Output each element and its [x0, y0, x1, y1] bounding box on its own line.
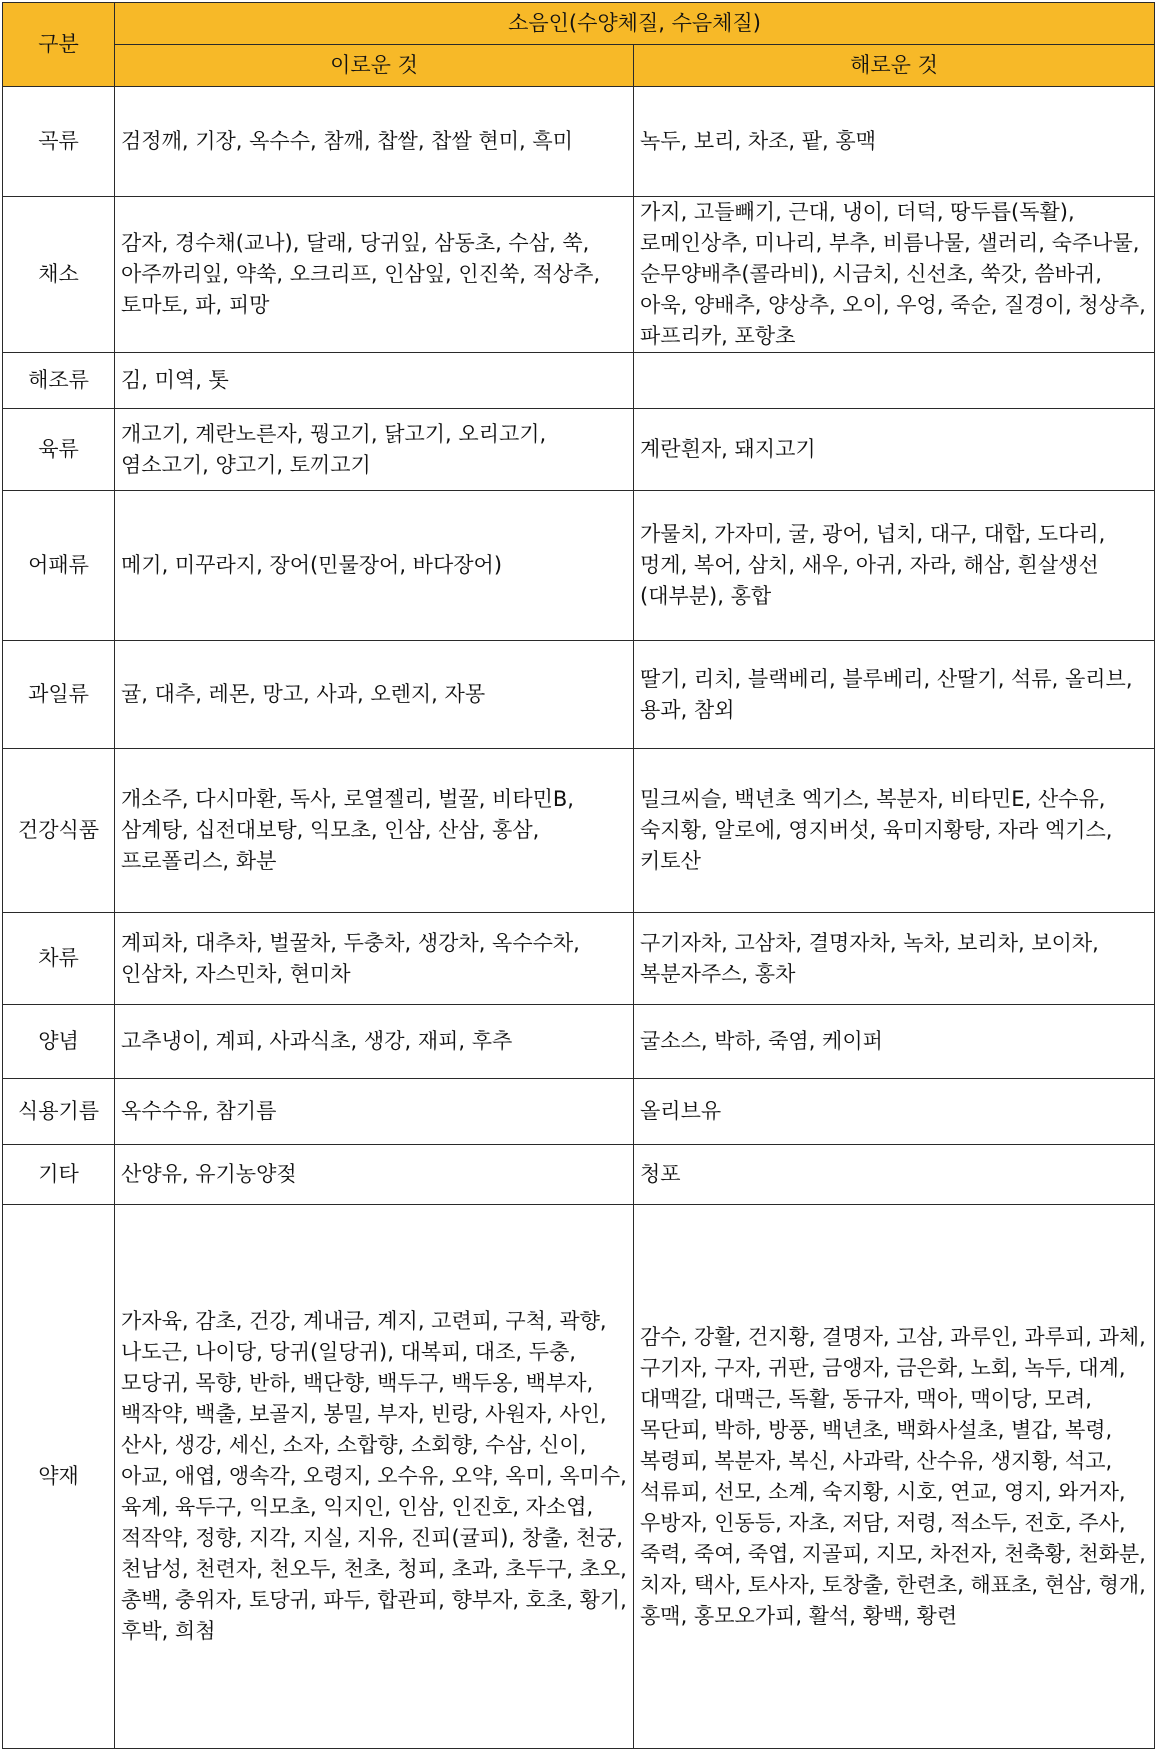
table-row-seasonings [3, 1005, 1155, 1079]
good-foods-cell: 검정깨, 기장, 옥수수, 참깨, 찹쌀, 찹쌀 현미, 흑미 [115, 87, 634, 197]
good-foods-cell: 계피차, 대추차, 벌꿀차, 두충차, 생강차, 옥수수차, 인삼차, 자스민차, 현미차 [115, 913, 634, 1005]
bad-foods-cell: 계란흰자, 돼지고기 [634, 409, 1155, 491]
row-category: 식용기름 [3, 1079, 115, 1145]
bad-foods-cell: 청포 [634, 1145, 1155, 1205]
bad-column-header: 해로운 것 [634, 45, 1155, 87]
good-foods-cell: 고추냉이, 계피, 사과식초, 생강, 재피, 후추 [115, 1005, 634, 1079]
bad-foods-cell: 감수, 강활, 건지황, 결명자, 고삼, 과루인, 과루피, 과체, 구기자, 구자, 귀판, 금앵자, 금은화, 노회, 녹두, 대계, 대맥갈, 대맥근, 독활, 동규자, 맥아, 맥이당, 모려, 목단피, 박하, 방풍, 백년초, 백화사설초, 별갑, 복령, 복령피, 복분자, 복신, 사과락, 산수유, 생지황, 석고, 석류피, 선모, 소계, 숙지황, 시호, 연교, 영지, 와거자, 우방자, 인동등, 자초, 저담, 저령, 적소두, 전호, 주사, 죽력, 죽여, 죽엽, 지골피, 지모, 차전자, 천축황, 천화분, 치자, 택사, 토사자, 토창출, 한련초, 해표초, 현삼, 형개, 홍맥, 홍모오가피, 활석, 황백, 황련 [634, 1205, 1155, 1749]
bad-foods-cell: 가지, 고들빼기, 근대, 냉이, 더덕, 땅두릅(독활), 로메인상추, 미나리, 부추, 비름나물, 샐러리, 숙주나물, 순무양배추(콜라비), 시금치, 신선초, 쑥갓, 씀바귀, 아욱, 양배추, 양상추, 오이, 우엉, 죽순, 질경이, 청상추, 파프리카, 포항초 [634, 197, 1155, 353]
table-row-herbal-medicines [3, 1205, 1155, 1749]
row-category: 해조류 [3, 353, 115, 409]
row-category: 어패류 [3, 491, 115, 641]
row-category: 육류 [3, 409, 115, 491]
good-foods-cell: 귤, 대추, 레몬, 망고, 사과, 오렌지, 자몽 [115, 641, 634, 749]
bad-foods-cell: 가물치, 가자미, 굴, 광어, 넙치, 대구, 대합, 도다리, 멍게, 복어, 삼치, 새우, 아귀, 자라, 해삼, 흰살생선(대부분), 홍합 [634, 491, 1155, 641]
header-row-columns [3, 45, 1155, 87]
table-title: 소음인(수양체질, 수음체질) [115, 3, 1155, 45]
table-row-seaweed [3, 353, 1155, 409]
bad-foods-cell: 굴소스, 박하, 죽염, 케이퍼 [634, 1005, 1155, 1079]
good-foods-cell: 메기, 미꾸라지, 장어(민물장어, 바다장어) [115, 491, 634, 641]
bad-foods-cell: 밀크씨슬, 백년초 엑기스, 복분자, 비타민E, 산수유, 숙지황, 알로에, 영지버섯, 육미지황탕, 자라 엑기스, 키토산 [634, 749, 1155, 913]
good-foods-cell: 가자육, 감초, 건강, 계내금, 계지, 고련피, 구척, 곽향, 나도근, 나이당, 당귀(일당귀), 대복피, 대조, 두충, 모당귀, 목향, 반하, 백단향, 백두구, 백두옹, 백부자, 백작약, 백출, 보골지, 봉밀, 부자, 빈랑, 사원자, 사인, 산사, 생강, 세신, 소자, 소합향, 소회향, 수삼, 신이, 아교, 애엽, 앵속각, 오령지, 오수유, 오약, 옥미, 옥미수, 육계, 육두구, 익모초, 익지인, 인삼, 인진호, 자소엽, 적작약, 정향, 지각, 지실, 지유, 진피(귤피), 창출, 천궁, 천남성, 천련자, 천오두, 천초, 청피, 초과, 초두구, 초오, 총백, 충위자, 토당귀, 파두, 합관피, 향부자, 호초, 황기, 후박, 희첨 [115, 1205, 634, 1749]
good-foods-cell: 개소주, 다시마환, 독사, 로열젤리, 벌꿀, 비타민B, 삼계탕, 십전대보탕, 익모초, 인삼, 산삼, 홍삼, 프로폴리스, 화분 [115, 749, 634, 913]
row-category: 차류 [3, 913, 115, 1005]
good-column-header: 이로운 것 [115, 45, 634, 87]
header-row-title [3, 3, 1155, 45]
good-foods-cell: 감자, 경수채(교나), 달래, 당귀잎, 삼동초, 수삼, 쑥, 아주까리잎, 약쑥, 오크리프, 인삼잎, 인진쑥, 적상추, 토마토, 파, 피망 [115, 197, 634, 353]
table-row-cooking-oils [3, 1079, 1155, 1145]
bad-foods-cell [634, 353, 1155, 409]
row-category: 기타 [3, 1145, 115, 1205]
bad-foods-cell: 녹두, 보리, 차조, 팥, 홍맥 [634, 87, 1155, 197]
bad-foods-cell: 구기자차, 고삼차, 결명자차, 녹차, 보리차, 보이차, 복분자주스, 홍차 [634, 913, 1155, 1005]
table-row-fruits [3, 641, 1155, 749]
row-category: 양념 [3, 1005, 115, 1079]
row-category: 곡류 [3, 87, 115, 197]
table-row-fish-shellfish [3, 491, 1155, 641]
row-category: 과일류 [3, 641, 115, 749]
table-row-health-foods [3, 749, 1155, 913]
good-foods-cell: 개고기, 계란노른자, 꿩고기, 닭고기, 오리고기, 염소고기, 양고기, 토끼고기 [115, 409, 634, 491]
food-constitution-table [2, 2, 1155, 1749]
table-row-vegetables [3, 197, 1155, 353]
good-foods-cell: 김, 미역, 톳 [115, 353, 634, 409]
table-row-teas [3, 913, 1155, 1005]
row-category: 건강식품 [3, 749, 115, 913]
row-category: 채소 [3, 197, 115, 353]
good-foods-cell: 산양유, 유기농양젖 [115, 1145, 634, 1205]
good-foods-cell: 옥수수유, 참기름 [115, 1079, 634, 1145]
category-header: 구분 [3, 3, 115, 87]
row-category: 약재 [3, 1205, 115, 1749]
bad-foods-cell: 올리브유 [634, 1079, 1155, 1145]
bad-foods-cell: 딸기, 리치, 블랙베리, 블루베리, 산딸기, 석류, 올리브, 용과, 참외 [634, 641, 1155, 749]
table-row-meat [3, 409, 1155, 491]
table-row-grains [3, 87, 1155, 197]
table-row-others [3, 1145, 1155, 1205]
